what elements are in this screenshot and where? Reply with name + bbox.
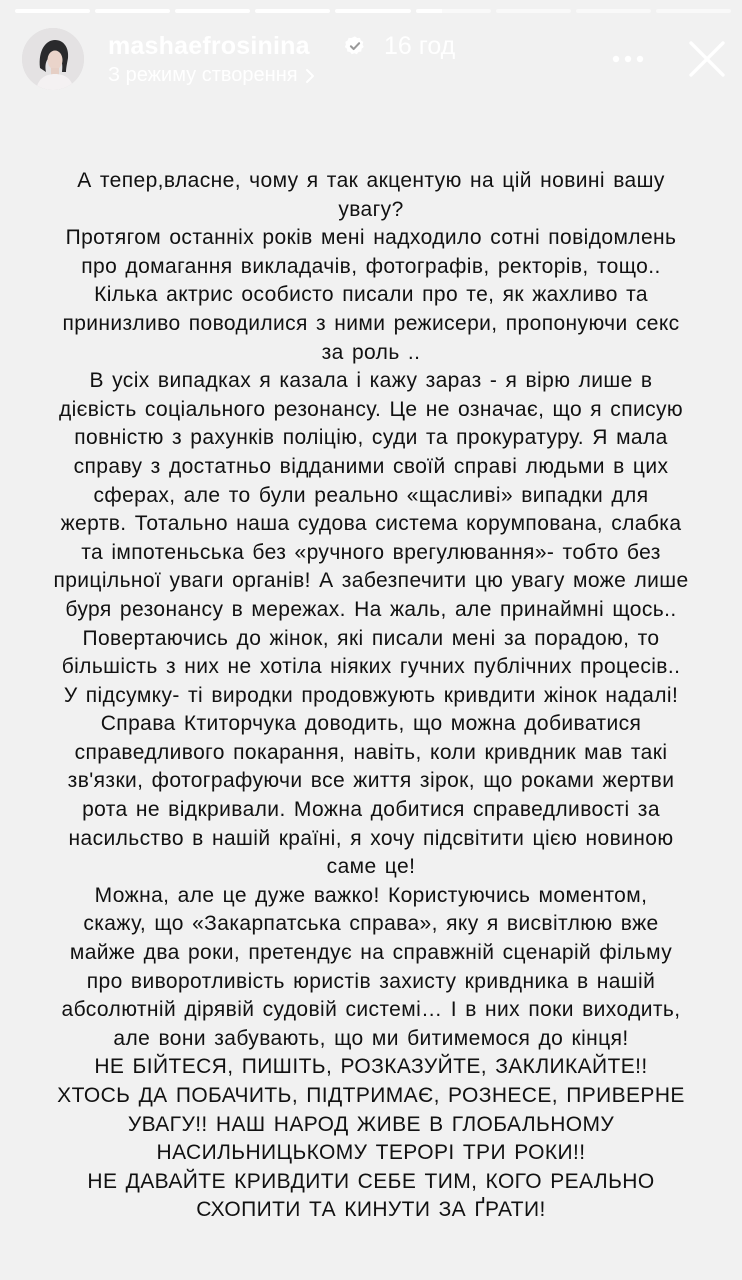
progress-segment xyxy=(255,9,330,13)
story-text xyxy=(30,167,712,1225)
story-progress-bar xyxy=(15,9,731,13)
text-line: скажу, що «Закарпатська справа», яку я висвітлюю вже xyxy=(83,912,659,936)
text-line: зв'язки, фотографуючи все життя зірок, що роками жертви xyxy=(67,769,675,793)
progress-segment xyxy=(416,9,491,13)
text-line: НЕ БІЙТЕСЯ, ПИШІТЬ, РОЗКАЗУЙТЕ, ЗАКЛИКАЙТЕ!! xyxy=(94,1055,648,1079)
progress-segment xyxy=(175,9,250,13)
text-line: більшість з них не хотіла ніяких гучних публічних процесів.. xyxy=(61,655,681,679)
text-line: та імпотеньська без «ручного врегулювання»- тобто без xyxy=(81,540,661,564)
text-line: Повертаючись до жінок, які писали мені за порадою, то xyxy=(82,626,660,650)
story-header xyxy=(22,28,728,90)
text-line: саме це! xyxy=(326,855,416,879)
text-line: А тепер,власне, чому я так акцентую на цій новині вашу xyxy=(77,169,665,192)
text-line: ХТОСЬ ДА ПОБАЧИТЬ, ПІДТРИМАЄ, РОЗНЕСЕ, ПРИВЕРНЕ xyxy=(57,1084,685,1107)
text-line: НАСИЛЬНИЦЬКОМУ ТЕРОРІ ТРИ РОКИ!! xyxy=(156,1141,586,1165)
text-line: про домагання викладачів, фотографів, ректорів, тощо.. xyxy=(81,254,661,278)
progress-segment xyxy=(95,9,170,13)
close-icon[interactable] xyxy=(686,38,728,80)
text-line: Кілька актрис особисто писали про те, як жахливо та xyxy=(94,283,648,307)
username[interactable]: mashaefrosinina xyxy=(108,32,310,60)
text-line: рота не відкривали. Можна добитися справедливості за xyxy=(82,798,660,822)
progress-fill xyxy=(416,9,442,13)
text-line: абсолютній дірявій судовій системі… І в них поки виходить, xyxy=(61,998,681,1022)
text-line: справедливого покарання, навіть, коли кривдник мав такі xyxy=(74,740,668,764)
progress-segment xyxy=(15,9,90,13)
story-timestamp: 16 год xyxy=(384,32,456,60)
text-line: прицільної уваги органів! А забезпечити цю увагу може лише xyxy=(53,569,689,593)
progress-segment xyxy=(656,9,731,13)
text-line: жертв. Тотально наша судова система корумпована, слабка xyxy=(60,512,682,536)
verified-badge-icon xyxy=(344,35,366,57)
more-dots-icon xyxy=(610,54,646,64)
story-source-link[interactable] xyxy=(108,64,316,87)
text-line: за роль .. xyxy=(321,340,421,364)
text-line: насильство в нашій країні, я хочу підсвітити цією новиною xyxy=(68,826,674,850)
text-line: буря резонансу в мережах. На жаль, але принаймні щось.. xyxy=(65,597,677,621)
chevron-right-icon xyxy=(304,68,316,84)
text-line: увагу? xyxy=(338,197,404,221)
text-line: НЕ ДАВАЙТЕ КРИВДИТИ СЕБЕ ТИМ, КОГО РЕАЛЬНО xyxy=(87,1169,655,1193)
story-source-label: З режиму створення xyxy=(108,64,298,86)
text-line: Можна, але це дуже важко! Користуючись моментом, xyxy=(94,883,648,907)
avatar[interactable] xyxy=(22,28,84,90)
text-line: але вони забувають, що ми битимемося до кінця! xyxy=(113,1026,629,1050)
text-line: принизливо поводилися з ними режисери, пропонуючи секс xyxy=(62,311,680,335)
text-line: В усіх випадках я казала і кажу зараз - я вірю лише в xyxy=(89,369,653,393)
text-line: дієвість соціального резонансу. Це не означає, що я списую xyxy=(58,397,684,421)
text-line: повністю з рахунків поліцію, суди та прокуратуру. Я мала xyxy=(74,426,668,450)
progress-segment xyxy=(576,9,651,13)
progress-segment xyxy=(496,9,571,13)
text-line: Справа Ктиторчука доводить, що можна добиватися xyxy=(100,712,642,736)
avatar-image xyxy=(22,28,84,90)
text-line: майже два роки, претендує на справжній сценарій фільму xyxy=(69,941,673,965)
text-line: СХОПИТИ ТА КИНУТИ ЗА ҐРАТИ! xyxy=(196,1198,546,1222)
text-line: про виворотливість юристів захисту кривдника в нашій xyxy=(86,969,656,993)
text-line: справу з достатньо відданими своїй справі людьми в цих xyxy=(73,454,669,478)
text-line: У підсумку- ті виродки продовжують кривдити жінок надалі! xyxy=(63,683,679,707)
text-line: сферах, але то були реально «щасливі» випадки для xyxy=(93,483,649,507)
progress-segment xyxy=(335,9,410,13)
more-options-button[interactable] xyxy=(610,44,646,74)
text-line: УВАГУ!! НАШ НАРОД ЖИВЕ В ГЛОБАЛЬНОМУ xyxy=(127,1112,615,1136)
text-line: Протягом останніх років мені надходило сотні повідомлень xyxy=(65,226,677,250)
